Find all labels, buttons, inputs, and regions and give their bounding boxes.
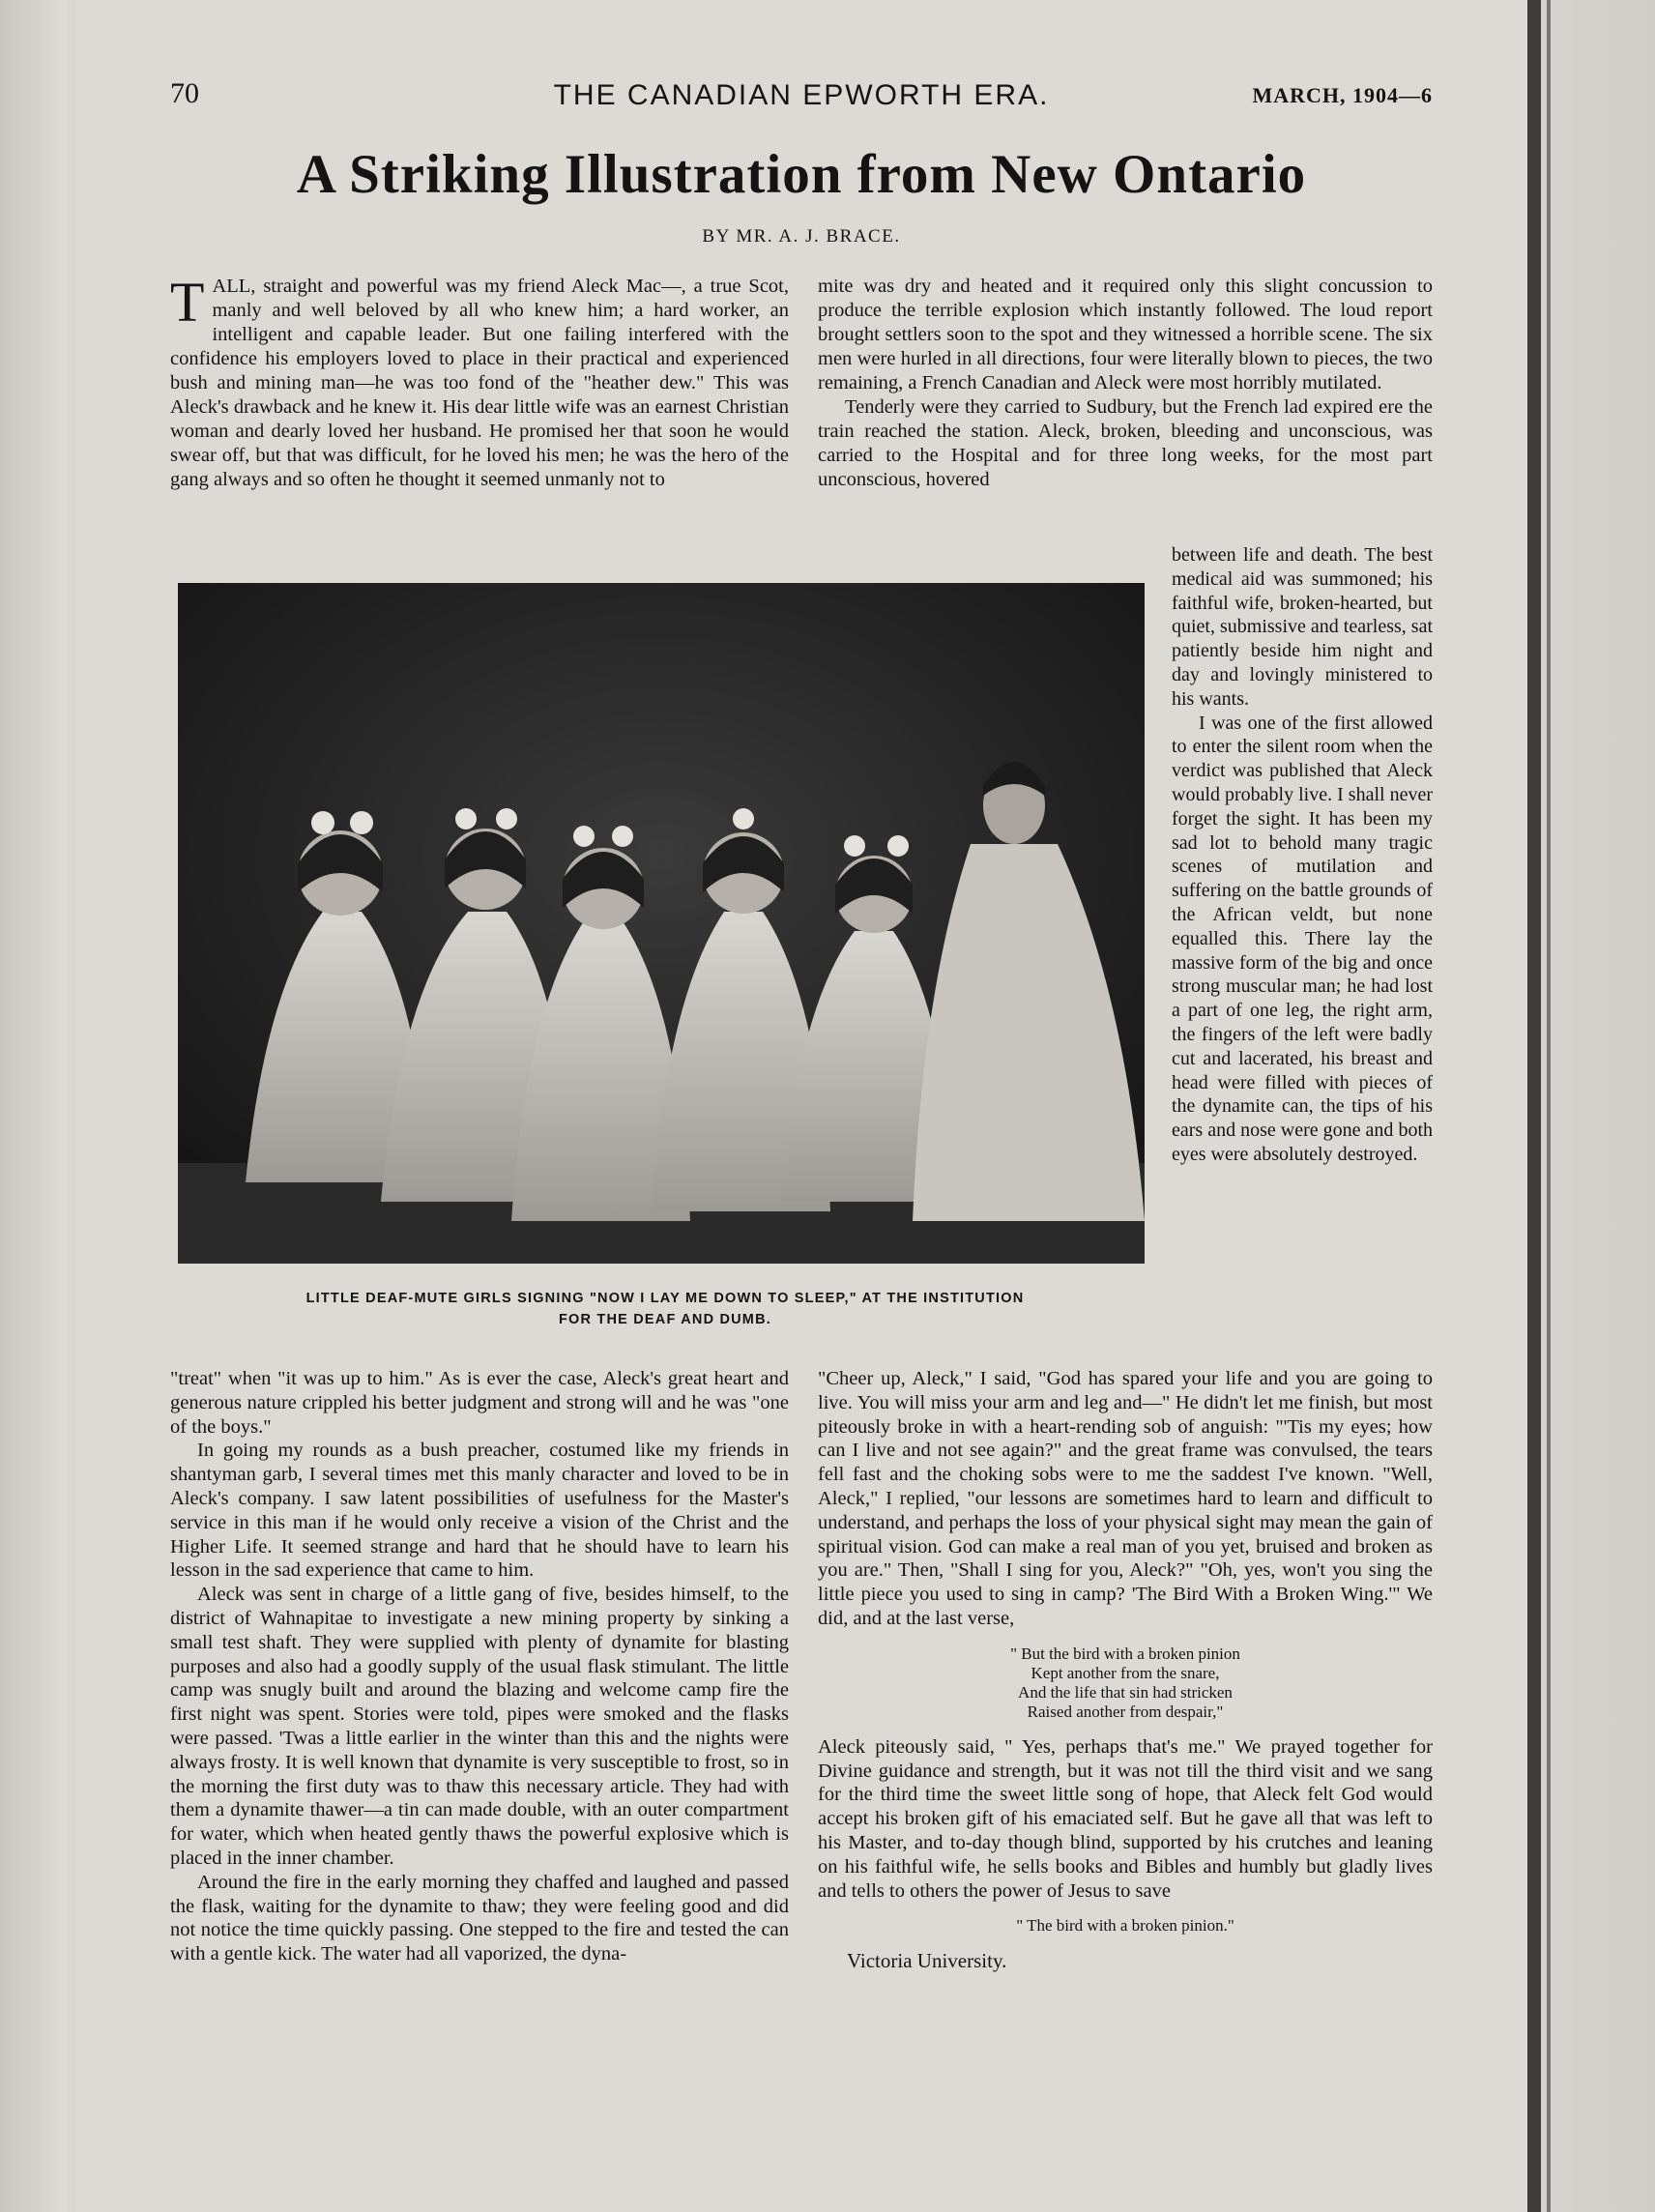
paragraph: In going my rounds as a bush preacher, costumed like my friends in shantyman garb, I several times met this manly character and loved to be in Aleck's company. I saw latent possibilities of usefulness for the Master's service in this man if he would only receive a vision of the Christ and the Higher Life. It seemed strange and hard that he should have to learn his lesson in the sad experience that came to him. bbox=[170, 1440, 789, 1582]
magazine-page bbox=[75, 0, 1527, 2212]
paragraph: Tenderly were they carried to Sudbury, but the French lad expired ere the train reached the station. Aleck, broken, bleeding and unconscious, was carried to the Hospital and for three long weeks, for the most part unconscious, hovered bbox=[818, 396, 1433, 490]
running-header bbox=[170, 77, 1433, 116]
column-right-top bbox=[818, 275, 1433, 492]
scan-margin-right bbox=[1527, 0, 1655, 2212]
issue-date: MARCH, 1904—6 bbox=[1252, 83, 1433, 107]
article-title: A Striking Illustration from New Ontario bbox=[296, 144, 1307, 205]
magazine-name: THE CANADIAN EPWORTH ERA. bbox=[553, 79, 1050, 111]
photo-deaf-mute-girls bbox=[178, 583, 1145, 1264]
drop-cap: T bbox=[170, 271, 205, 334]
column-left-bottom bbox=[170, 1367, 789, 1966]
paragraph: "Cheer up, Aleck," I said, "God has spared your life and you are going to live. You will miss your arm and leg and—" He didn't let me finish, but most piteously broke in with a heart-rending sob of anguish: "'Tis my eyes; how can I live and not see again?" and the great frame was convulsed, the tears fell fast and the choking sobs were to me the saddest I've known. "Well, Aleck," I replied, "our lessons are sometimes hard to learn and difficult to understand, and perhaps the loss of your physical sight may mean the gain of spiritual vision. God can make a real man of you yet, bruised and broken as you are." Then, "Shall I sing for you, Aleck?" "Oh, yes, won't you sing the little piece you used to sing in camp? 'The Bird With a Broken Wing.'" We did, and at the last verse, bbox=[818, 1368, 1433, 1629]
paragraph: I was one of the first allowed to enter the silent room when the verdict was published that Aleck would probably live. I shall never forget the sight. It has been my sad lot to behold many tragic scenes of mutilation and suffering on the battle grounds of the African veldt, but none equalled this. There lay the massive form of the big and once strong muscular man; he had lost a part of one leg, the right arm, the fingers of the left were badly cut and lacerated, his breast and head were filled with pieces of the dynamite can, the tips of his ears and nose were gone and both eyes were absolutely destroyed. bbox=[1172, 712, 1433, 1165]
column-right-bottom bbox=[818, 1367, 1433, 1973]
paragraph: "treat" when "it was up to him." As is ever the case, Aleck's great heart and generous nature crippled his better judgment and strong will and he was "one of the boys." bbox=[170, 1368, 789, 1438]
paragraph: Aleck piteously said, " Yes, perhaps that's me." We prayed together for Divine guidance and strength, but it was not till the third visit and we sang for the third time the sweet little song of hope, that Aleck felt God would accept his broken gift of his emaciated self. But he gave all that was left to his Master, and to-day though blind, supported by his crutches and leaning on his faithful wife, he sells books and Bibles and humbly but gladly lives and tells to others the power of Jesus to save bbox=[818, 1735, 1433, 1902]
paragraph: Around the fire in the early morning they chaffed and laughed and passed the flask, waiting for the dynamite to thaw; they were feeling good and did not notice the time quickly passing. One stepped to the fire and tested the can with a gentle kick. The water had all vaporized, the dyna- bbox=[170, 1871, 789, 1965]
signature: Victoria University. bbox=[847, 1949, 1007, 1973]
paragraph: mite was dry and heated and it required only this slight concussion to produce the terrible explosion which instantly followed. The loud report brought settlers soon to the spot and they witnessed a horrible scene. The six men were hurled in all directions, four were literally blown to pieces, the two remaining, a French Canadian and Aleck were most horribly mutilated. bbox=[818, 276, 1433, 393]
page-number: 70 bbox=[170, 77, 199, 109]
column-left-top bbox=[170, 271, 789, 492]
column-narrow-right bbox=[1172, 543, 1433, 1167]
scan-margin-left bbox=[0, 0, 68, 2212]
byline: BY MR. A. J. BRACE. bbox=[702, 226, 901, 247]
poem-verse: " But the bird with a broken pinion Kept another from the snare, And the life that sin had stricken Raised another from despair," bbox=[1010, 1644, 1240, 1721]
closing-quote: " The bird with a broken pinion." bbox=[1016, 1916, 1234, 1936]
photo-caption: LITTLE DEAF-MUTE GIRLS SIGNING "NOW I LAY ME DOWN TO SLEEP," AT THE INSTITUTION FOR THE DEAF AND DUMB. bbox=[305, 1291, 1025, 1327]
photo-illustration bbox=[178, 583, 1145, 1264]
paragraph: Aleck was sent in charge of a little gang of five, besides himself, to the district of Wahnapitae to investigate a new mining property by sinking a small test shaft. They were supplied with plenty of dynamite for blasting purposes and also had a goodly supply of the usual flask stimulant. The little camp was snugly built and around the blazing and welcome camp fire the first night was spent. Stories were told, pipes were smoked and the flasks were passed. 'Twas a little earlier in the winter than this and the nights were always frosty. It is well known that dynamite is very susceptible to frost, so in the morning the first duty was to thaw this necessary article. They had with them a dynamite thawer—a tin can made double, with an outer compartment for water, which when heated gently thaws the powerful explosive which is placed in the inner chamber. bbox=[170, 1584, 789, 1869]
paragraph: TALL, straight and powerful was my friend Aleck Mac—, a true Scot, manly and well beloved by all who knew him; a hard worker, an intelligent and capable leader. But one failing interfered with the confidence his employers loved to place in their practical and experienced bush and mining man—he was too fond of the "heather dew." This was Aleck's drawback and he knew it. His dear little wife was an earnest Christian woman and dearly loved her husband. He promised her that soon he would swear off, but that was difficult, for he loved his men; he was the hero of the gang always and so often he thought it seemed unmanly not to bbox=[170, 271, 789, 490]
paragraph: between life and death. The best medical aid was summoned; his faithful wife, broken-hearted, but quiet, submissive and tearless, sat patiently beside him night and day and lovingly ministered to his wants. bbox=[1172, 544, 1433, 710]
